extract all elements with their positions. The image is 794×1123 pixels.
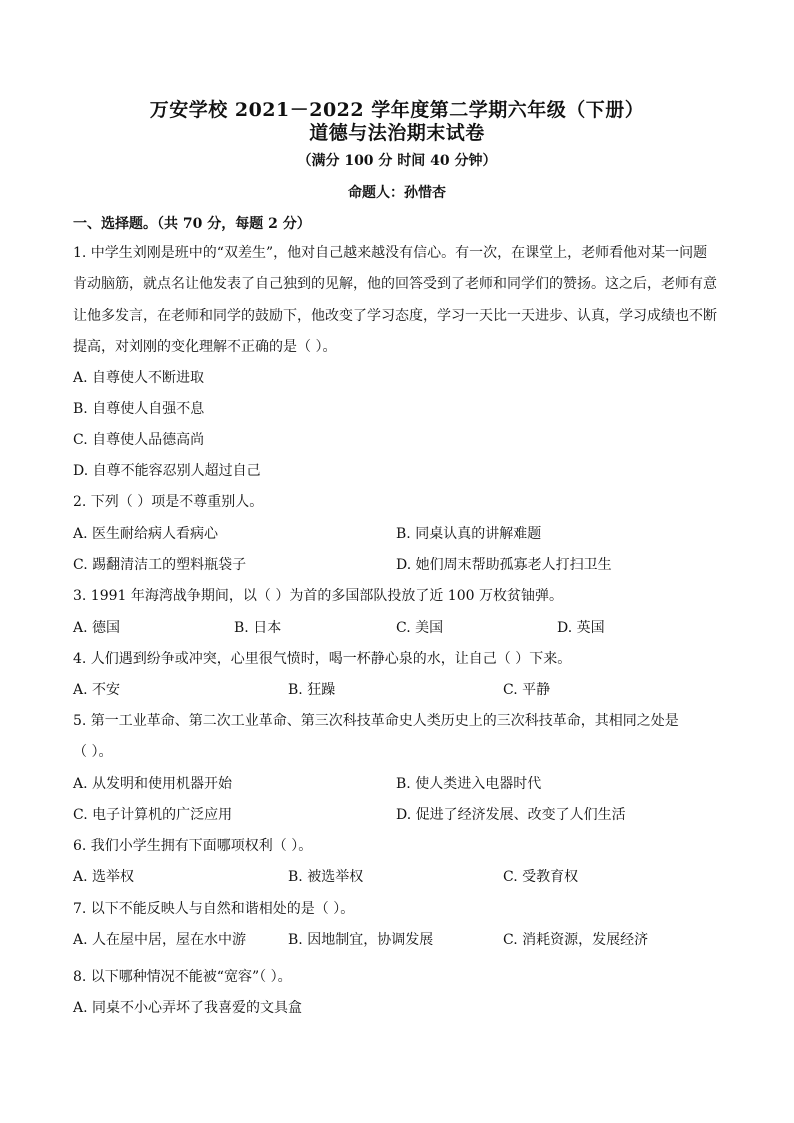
section-heading: 一、选择题。（共 70 分，每题 2 分）: [73, 216, 311, 232]
question-2-option-d: D. 她们周末帮助孤寡老人打扫卫生: [396, 557, 612, 573]
question-3-option-d: D. 英国: [557, 620, 605, 636]
question-6-stem: 6. 我们小学生拥有下面哪项权利（ ）。: [73, 838, 313, 854]
question-2-option-c: C. 踢翻清洁工的塑料瓶袋子: [73, 557, 247, 573]
question-5-option-d: D. 促进了经济发展、改变了人们生活: [396, 807, 626, 823]
question-5-option-b: B. 使人类进入电器时代: [396, 776, 542, 792]
question-2-stem: 2. 下列（ ）项是不尊重别人。: [73, 494, 264, 510]
question-6-option-b: B. 被选举权: [288, 869, 364, 885]
question-1-line-1: 1. 中学生刘刚是班中的“双差生”，他对自己越来越没有信心。有一次，在课堂上，老师看他对某一问题: [73, 245, 708, 261]
question-7-option-c: C. 消耗资源，发展经济: [503, 932, 649, 948]
question-7-stem: 7. 以下不能反映人与自然和谐相处的是（ ）。: [73, 901, 355, 917]
question-1-option-d: D. 自尊不能容忍别人超过自己: [73, 463, 261, 479]
question-2-option-b: B. 同桌认真的讲解难题: [396, 526, 542, 542]
question-1-option-b: B. 自尊使人自强不息: [73, 401, 205, 417]
question-4-option-a: A. 不安: [73, 682, 121, 698]
question-7-option-a: A. 人在屋中居，屋在水中游: [73, 932, 247, 948]
question-1-line-2: 肯动脑筋，就点名让他发表了自己独到的见解，他的回答受到了老师和同学们的赞扬。这之后，老师有意: [73, 276, 717, 292]
question-1-option-a: A. 自尊使人不断进取: [73, 370, 205, 386]
exam-title-line2: 道德与法治期末试卷: [309, 122, 485, 144]
score-time-info: （满分 100 分 时间 40 分钟）: [297, 153, 497, 169]
question-8-option-a: A. 同桌不小心弄坏了我喜爱的文具盒: [73, 1000, 303, 1016]
question-3-option-a: A. 德国: [73, 620, 121, 636]
author-line: 命题人：孙惜杏: [348, 185, 446, 201]
question-3-stem: 3. 1991 年海湾战争期间，以（ ）为首的多国部队投放了近 100 万枚贫铀弹。: [73, 588, 563, 604]
question-2-option-a: A. 医生耐给病人看病心: [73, 526, 219, 542]
question-5-line-2: （ ）。: [73, 744, 113, 760]
question-4-option-b: B. 狂躁: [288, 682, 336, 698]
question-5-line-1: 5. 第一工业革命、第二次工业革命、第三次科技革命史人类历史上的三次科技革命，其相同之处是: [73, 713, 679, 729]
question-5-option-a: A. 从发明和使用机器开始: [73, 776, 233, 792]
question-4-stem: 4. 人们遇到纷争或冲突，心里很气愤时，喝一杯静心泉的水，让自己（ ）下来。: [73, 651, 572, 667]
question-3-option-c: C. 美国: [396, 620, 444, 636]
question-6-option-a: A. 选举权: [73, 869, 135, 885]
question-1-option-c: C. 自尊使人品德高尚: [73, 432, 205, 448]
question-4-option-c: C. 平静: [503, 682, 551, 698]
question-7-option-b: B. 因地制宜，协调发展: [288, 932, 434, 948]
question-1-line-4: 提高，对刘刚的变化理解不正确的是（ ）。: [73, 339, 337, 355]
question-6-option-c: C. 受教育权: [503, 869, 579, 885]
question-8-stem: 8. 以下哪种情况不能被“宽容”（ ）。: [73, 969, 292, 985]
question-3-option-b: B. 日本: [234, 620, 282, 636]
question-5-option-c: C. 电子计算机的广泛应用: [73, 807, 233, 823]
question-1-line-3: 让他多发言，在老师和同学的鼓励下，他改变了学习态度，学习一天比一天进步、认真，学习成绩也不断: [73, 308, 717, 324]
exam-title-line1: 万安学校 2021－2022 学年度第二学期六年级（下册）: [149, 99, 645, 121]
